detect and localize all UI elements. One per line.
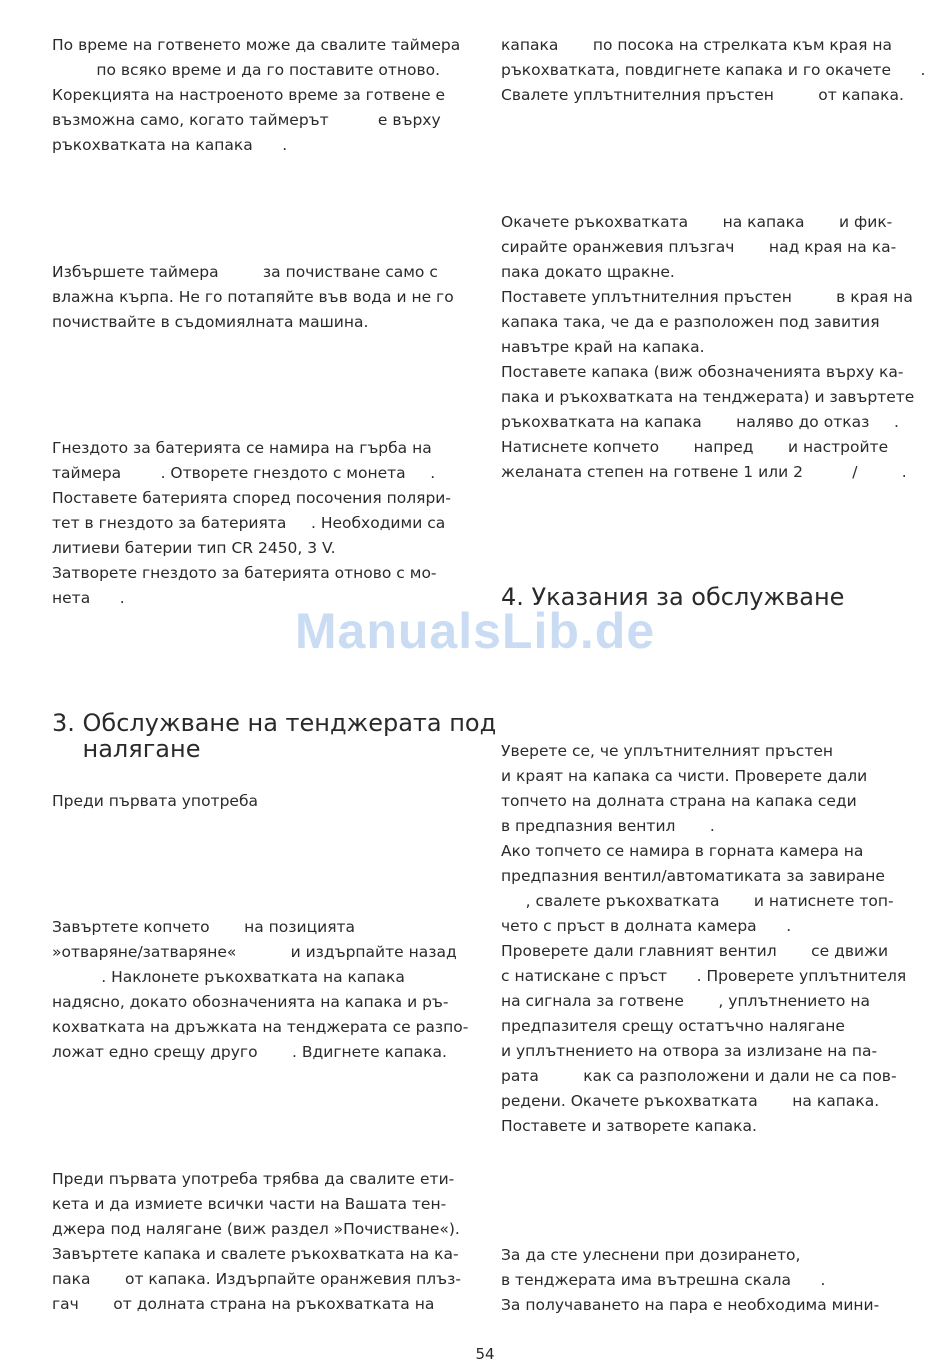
text-line: Затворете гнездото за батерията отново с мо- — [52, 564, 437, 582]
text-line: Свалете уплътнителния пръстен от капака. — [501, 86, 904, 104]
text-line: кета и да измиете всички части на Вашата тен- — [52, 1195, 447, 1213]
text-line: Избършете таймера за почистване само с — [52, 263, 438, 281]
section-3-title-line-2: налягане — [52, 735, 201, 763]
text-line: За получаването на пара е необходима мини- — [501, 1296, 880, 1314]
text-line: По време на готвенето може да свалите таймера — [52, 36, 461, 54]
text-line: сирайте оранжевия плъзгач над края на ка- — [501, 238, 897, 256]
text-line: желаната степен на готвене 1 или 2 / . — [501, 463, 907, 481]
text-line: . Наклонете ръкохватката на капака — [52, 968, 405, 986]
text-line: с натискане с пръст . Проверете уплътнителя — [501, 967, 907, 985]
text-line: на сигнала за готвене , уплътнението на — [501, 992, 870, 1010]
text-line: предпазителя срещу остатъчно налягане — [501, 1017, 845, 1035]
before-first-use-text: Преди първата употреба — [52, 792, 259, 810]
text-line: ръкохватката, повдигнете капака и го окачете . — [501, 61, 926, 79]
text-line: За да сте улеснени при дозирането, — [501, 1246, 801, 1264]
text-line: капака така, че да е разположен под завития — [501, 313, 880, 331]
text-line: почиствайте в съдомиялната машина. — [52, 313, 369, 331]
text-line: Поставете и затворете капака. — [501, 1117, 757, 1135]
text-line: и уплътнението на отвора за излизане на па- — [501, 1042, 878, 1060]
text-line: Корекцията на настроеното време за готвене е — [52, 86, 446, 104]
text-line: Поставете батерията според посочения поляри- — [52, 489, 451, 507]
text-line: Натиснете копчето напред и настройте — [501, 438, 889, 456]
text-line: Завъртете копчето на позицията — [52, 918, 356, 936]
text-line: таймера . Отворете гнездото с монета . — [52, 464, 436, 482]
text-line: Ако топчето се намира в горната камера на — [501, 842, 864, 860]
text-line: пака докато щракне. — [501, 263, 675, 281]
text-line: Поставете уплътнителния пръстен в края на — [501, 288, 913, 306]
text-line: Проверете дали главният вентил се движи — [501, 942, 889, 960]
text-line: редени. Окачете ръкохватката на капака. — [501, 1092, 880, 1110]
text-line: навътре край на капака. — [501, 338, 705, 356]
text-line: джера под налягане (виж раздел »Почистване«). — [52, 1220, 460, 1238]
text-line: пака от капака. Издърпайте оранжевия плъз- — [52, 1270, 461, 1288]
text-line: Окачете ръкохватката на капака и фик- — [501, 213, 893, 231]
text-line: Поставете капака (виж обозначенията върху ка- — [501, 363, 904, 381]
text-line: в предпазния вентил . — [501, 817, 715, 835]
text-line: и краят на капака са чисти. Проверете дали — [501, 767, 868, 785]
text-line: ръкохватката на капака наляво до отказ . — [501, 413, 899, 431]
text-line: , свалете ръкохватката и натиснете топ- — [501, 892, 894, 910]
text-line: надясно, докато обозначенията на капака и ръ- — [52, 993, 449, 1011]
watermark: ManualsLib.de — [294, 603, 656, 659]
text-line: Гнездото за батерията се намира на гърба на — [52, 439, 432, 457]
text-line: тет в гнездото за батерията . Необходими са — [52, 514, 446, 532]
text-line: »отваряне/затваряне« и издърпайте назад — [52, 943, 457, 961]
text-line: предпазния вентил/автоматиката за завиране — [501, 867, 885, 885]
page-number: 54 — [475, 1345, 495, 1363]
text-line: ръкохватката на капака . — [52, 136, 288, 154]
text-line: литиеви батерии тип CR 2450, 3 V. — [52, 539, 336, 557]
text-line: кохватката на дръжката на тенджерата се разпо- — [52, 1018, 469, 1036]
text-line: капака по посока на стрелката към края на — [501, 36, 893, 54]
text-line: рата как са разположени и дали не са пов- — [501, 1067, 897, 1085]
text-line: влажна кърпа. Не го потапяйте във вода и не го — [52, 288, 454, 306]
text-line: Уверете се, че уплътнителният пръстен — [501, 742, 834, 760]
text-line: ложат едно срещу друго . Вдигнете капака. — [52, 1043, 447, 1061]
text-line: нета . — [52, 589, 125, 607]
text-line: топчето на долната страна на капака седи — [501, 792, 857, 810]
text-line: по всяко време и да го поставите отново. — [52, 61, 441, 79]
text-line: чето с пръст в долната камера . — [501, 917, 792, 935]
text-line: в тенджерата има вътрешна скала . — [501, 1271, 826, 1289]
text-line: Завъртете капака и свалете ръкохватката на ка- — [52, 1245, 459, 1263]
text-line: гач от долната страна на ръкохватката на — [52, 1295, 435, 1313]
text-line: възможна само, когато таймерът е върху — [52, 111, 441, 129]
section-4-title-text: 4. Указания за обслужване — [501, 583, 845, 611]
section-3-title-line-1: 3. Обслужване на тенджерата под — [52, 709, 497, 737]
text-line: Преди първата употреба трябва да свалите ети- — [52, 1170, 455, 1188]
text-line: пака и ръкохватката на тенджерата) и завъртете — [501, 388, 915, 406]
